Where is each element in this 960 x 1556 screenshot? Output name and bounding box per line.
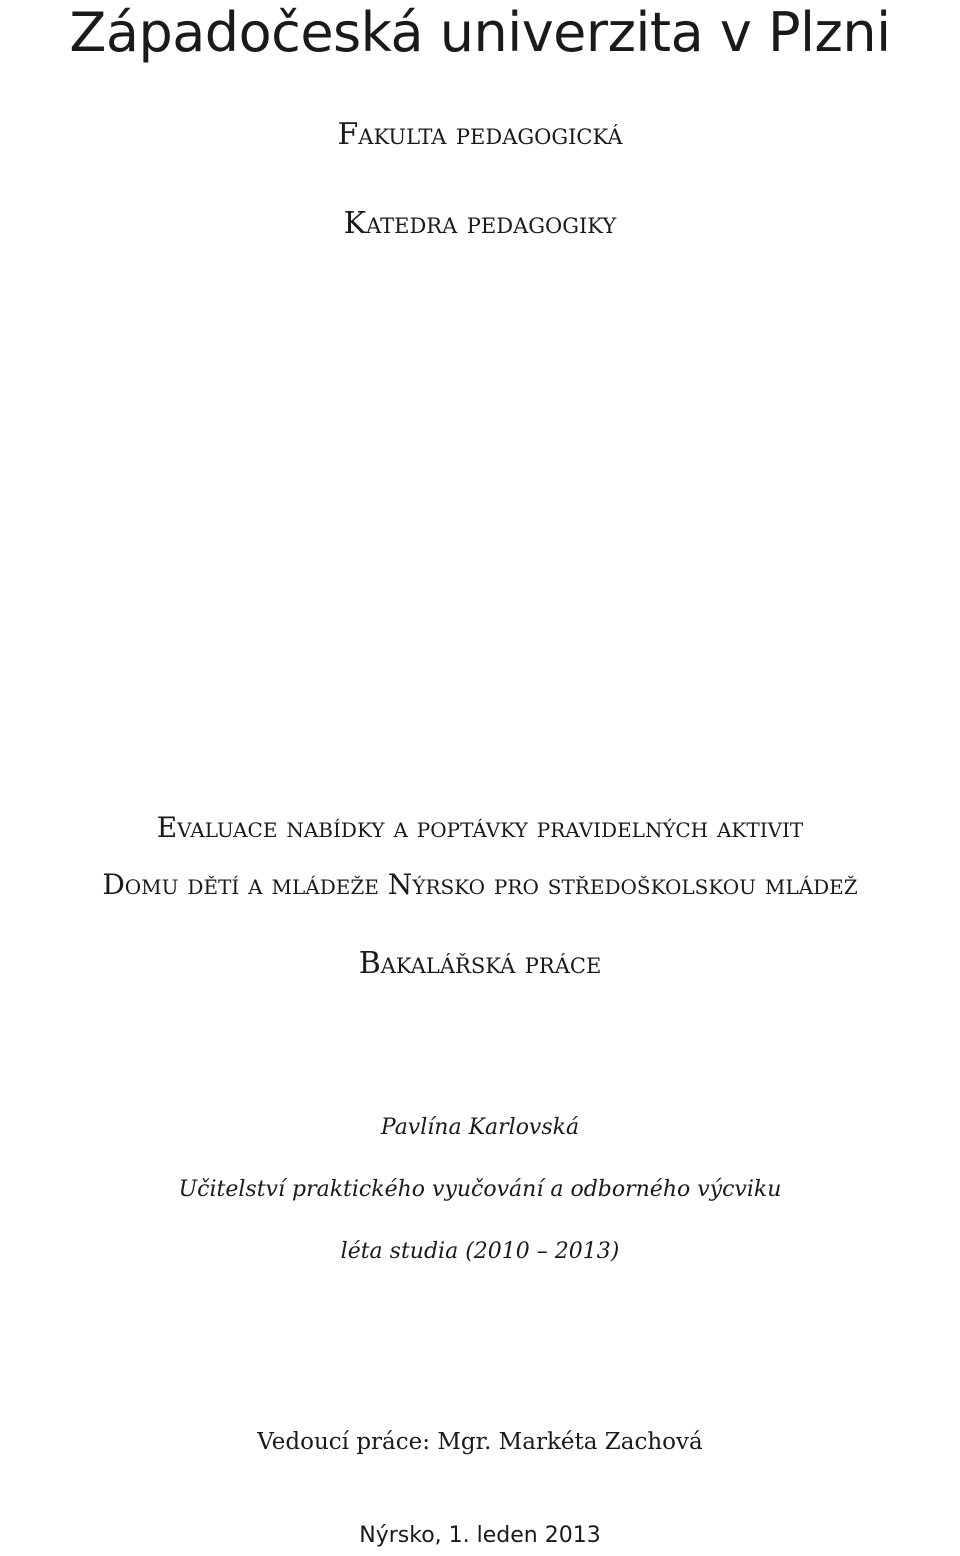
thesis-title-line-1: Evaluace nabídky a poptávky pravidelných aktivit	[156, 811, 804, 844]
study-years: léta studia (2010 – 2013)	[340, 1239, 620, 1264]
faculty-name: Fakulta pedagogická	[337, 117, 623, 152]
university-name: Západočeská univerzita v Plzni	[69, 1, 891, 64]
thesis-type: Bakalářská práce	[358, 946, 602, 981]
thesis-title-line-2: Domu dětí a mládeže Nýrsko pro středoškolskou mládež	[102, 868, 858, 901]
department-name: Katedra pedagogiky	[343, 206, 617, 241]
author-name: Pavlína Karlovská	[380, 1115, 580, 1140]
study-program: Učitelství praktického vyučování a odborného výcviku	[178, 1177, 782, 1202]
supervisor: Vedoucí práce: Mgr. Markéta Zachová	[257, 1429, 703, 1455]
place-and-date: Nýrsko, 1. leden 2013	[359, 1523, 601, 1548]
